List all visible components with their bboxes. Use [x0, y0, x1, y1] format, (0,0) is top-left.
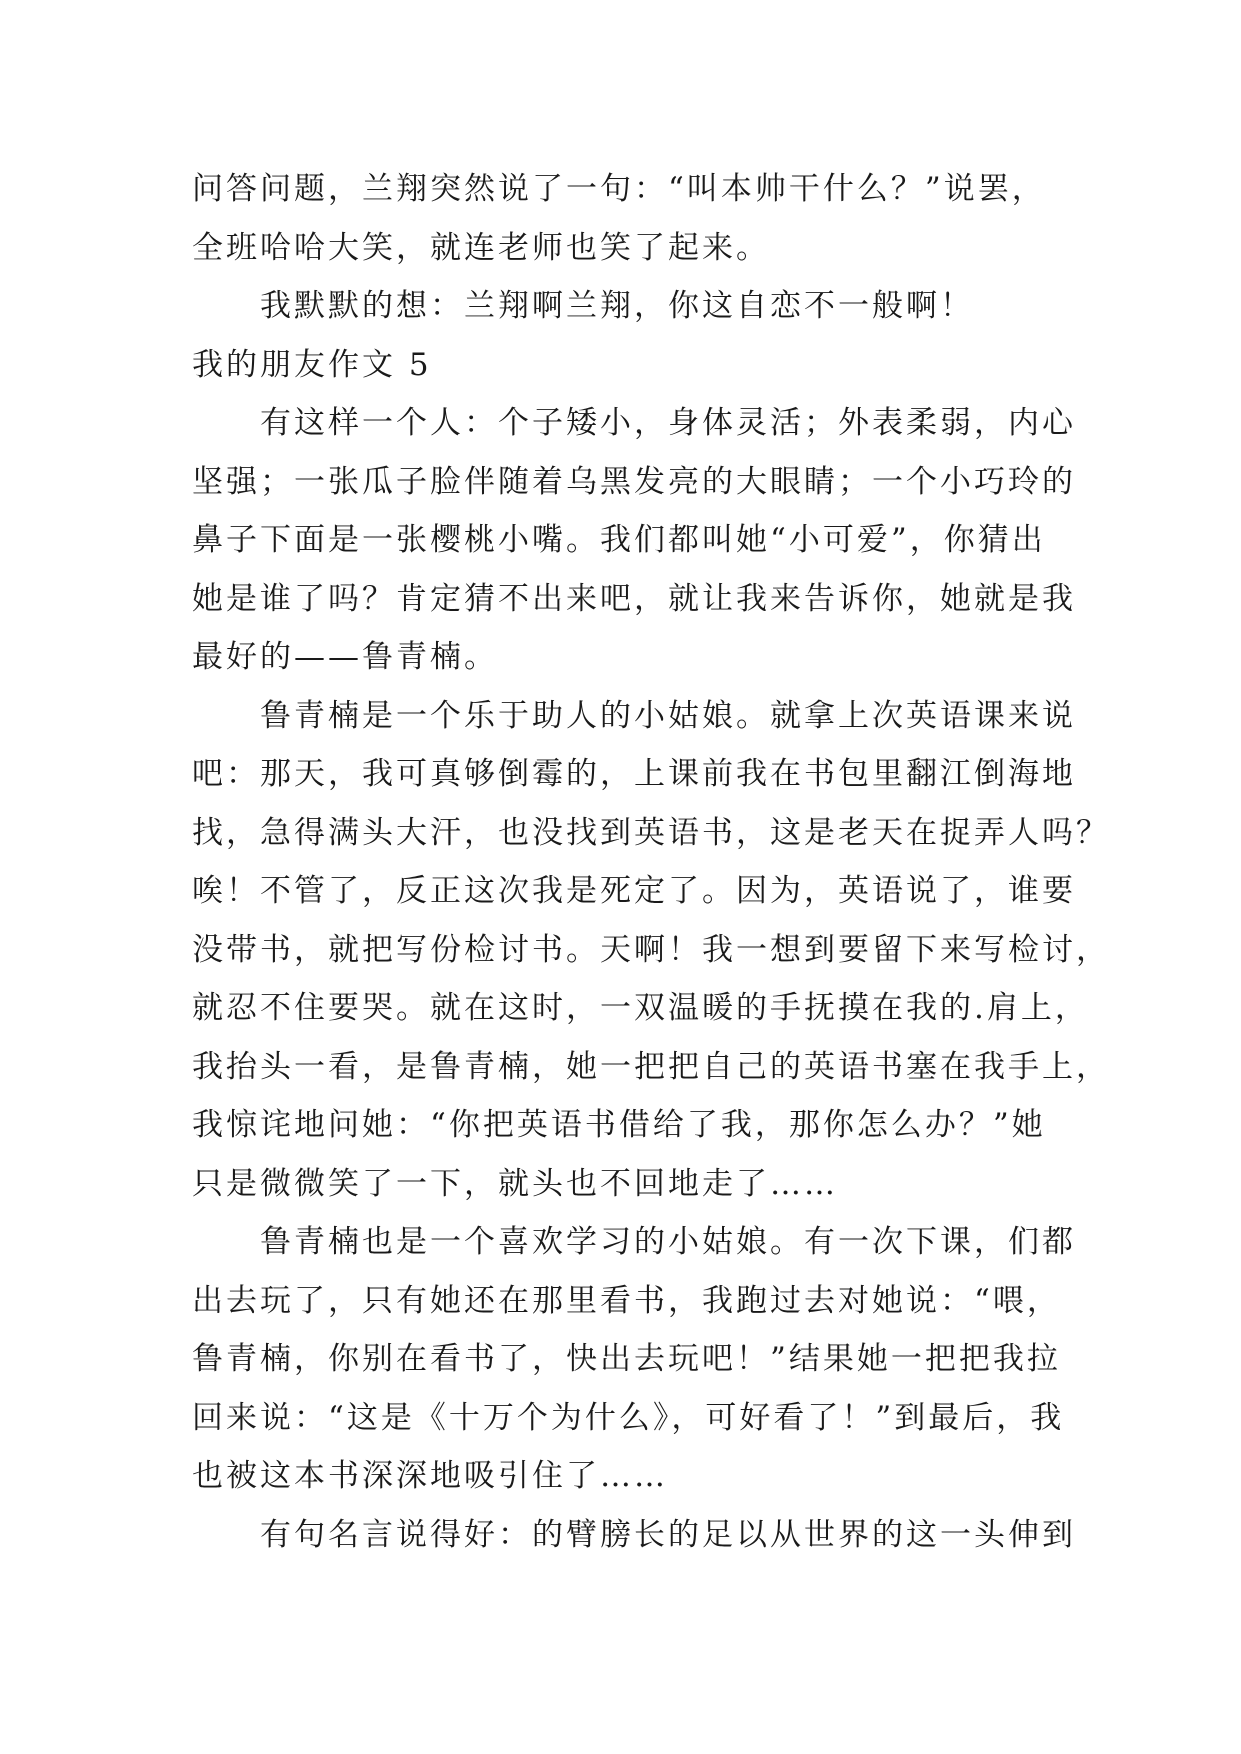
- text-line: 我默默的想：兰翔啊兰翔，你这自恋不一般啊！: [260, 288, 974, 324]
- text-line: 鲁青楠是一个乐于助人的小姑娘。就拿上次英语课来说: [260, 697, 1076, 734]
- text-line: 有句名言说得好：的臂膀长的足以从世界的这一头伸到: [260, 1516, 1076, 1553]
- text-line: 最好的——鲁青楠。: [192, 639, 498, 675]
- text-line: 问答问题，兰翔突然说了一句：“叫本帅干什么？”说罢，: [192, 171, 1046, 207]
- section-heading: 我的朋友作文 5: [192, 346, 432, 383]
- text-line: 坚强；一张瓜子脸伴随着乌黑发亮的大眼睛；一个小巧玲的: [192, 463, 1076, 500]
- text-line: 也被这本书深深地吸引住了……: [192, 1458, 668, 1494]
- text-line: 她是谁了吗？肯定猜不出来吧，就让我来告诉你，她就是我: [192, 580, 1076, 617]
- text-line: 鼻子下面是一张樱桃小嘴。我们都叫她“小可爱”，你猜出: [192, 522, 1046, 558]
- text-line: 鲁青楠也是一个喜欢学习的小姑娘。有一次下课，们都: [260, 1224, 1076, 1260]
- text-line: 出去玩了，只有她还在那里看书，我跑过去对她说：“喂，: [192, 1282, 1061, 1319]
- text-line: 我惊诧地问她：“你把英语书借给了我，那你怎么办？”她: [192, 1107, 1046, 1143]
- document-body: [192, 160, 1110, 1564]
- text-line: 唉！不管了，反正这次我是死定了。因为，英语说了，谁要: [192, 873, 1076, 909]
- text-line: 有这样一个人：个子矮小，身体灵活；外表柔弱，内心: [260, 405, 1076, 441]
- text-line: 就忍不住要哭。就在这时，一双温暖的手抚摸在我的.肩上，: [192, 990, 1089, 1026]
- text-line: 找，急得满头大汗，也没找到英语书，这是老天在捉弄人吗？: [192, 814, 1110, 851]
- text-line: 只是微微笑了一下，就头也不回地走了……: [192, 1165, 838, 1202]
- text-line: 回来说：“这是《十万个为什么》，可好看了！”到最后，我: [192, 1399, 1065, 1436]
- text-line: 鲁青楠，你别在看书了，快出去玩吧！”结果她一把把我拉: [192, 1341, 1061, 1377]
- text-line: 我抬头一看，是鲁青楠，她一把把自己的英语书塞在我手上，: [192, 1048, 1110, 1085]
- text-line: 全班哈哈大笑，就连老师也笑了起来。: [192, 229, 770, 266]
- text-line: 吧：那天，我可真够倒霉的，上课前我在书包里翻江倒海地: [192, 756, 1076, 792]
- text-line: 没带书，就把写份检讨书。天啊！我一想到要留下来写检讨，: [192, 931, 1110, 968]
